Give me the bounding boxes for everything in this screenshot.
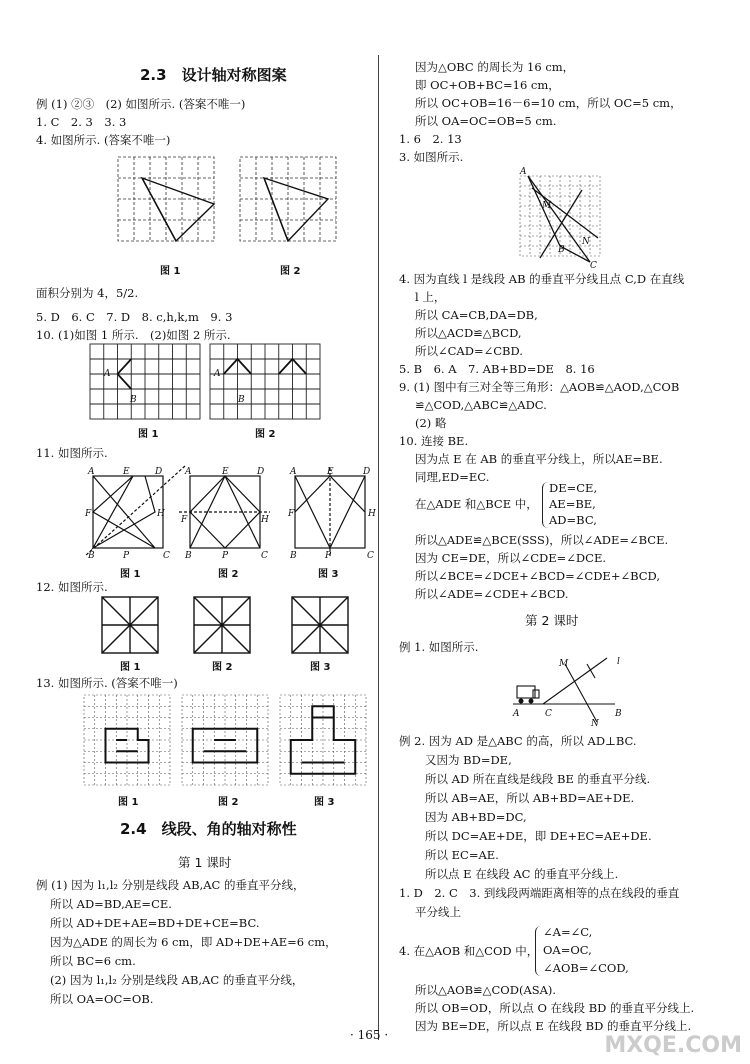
brace-line: OA=OC, bbox=[543, 943, 592, 957]
figure-caption: 图 3 bbox=[310, 662, 331, 673]
line: 在△ADE 和△BCE 中， bbox=[415, 497, 538, 511]
svg-text:D: D bbox=[363, 467, 371, 477]
svg-text:A: A bbox=[104, 369, 111, 379]
line: 11. 如图所示. bbox=[36, 446, 108, 460]
svg-text:F: F bbox=[181, 515, 188, 525]
line: l 上， bbox=[415, 290, 446, 304]
figure-caption: 图 3 bbox=[318, 569, 339, 580]
line: (2) 略 bbox=[415, 416, 447, 430]
figure-caption: 图 2 bbox=[218, 797, 239, 808]
example1-figure bbox=[505, 656, 635, 729]
svg-text:A: A bbox=[290, 467, 297, 477]
line: 同理,ED=EC. bbox=[415, 470, 490, 484]
svg-text:B: B bbox=[185, 551, 192, 561]
figure-caption: 图 2 bbox=[218, 569, 239, 580]
fig10-grids bbox=[90, 344, 380, 424]
line: 所以△ACD≌△BCD, bbox=[415, 326, 522, 340]
line: 10. 连接 BE. bbox=[399, 434, 469, 448]
line: 即 OC+OB+BC=16 cm， bbox=[415, 78, 560, 92]
line: 所以∠ADE=∠CDE+∠BCD. bbox=[415, 587, 569, 601]
line: (2) 因为 l₁,l₂ 分别是线段 AB,AC 的垂直平分线， bbox=[50, 973, 304, 987]
line: 所以点 E 在线段 AC 的垂直平分线上. bbox=[425, 867, 619, 881]
brace bbox=[542, 482, 548, 528]
line: 9. (1) 图中有三对全等三角形：△AOB≌△AOD,△COB bbox=[399, 380, 680, 394]
fig12-squares bbox=[102, 597, 362, 657]
svg-text:B: B bbox=[615, 709, 622, 719]
line: 4. 如图所示. (答案不唯一) bbox=[36, 133, 171, 147]
svg-text:A: A bbox=[185, 467, 192, 477]
line: 所以 AD 所在直线是线段 BE 的垂直平分线. bbox=[425, 772, 651, 786]
svg-text:l: l bbox=[617, 657, 620, 667]
figure-caption: 图 3 bbox=[314, 797, 335, 808]
svg-text:B: B bbox=[558, 245, 565, 255]
line: 所以∠BCE=∠DCE+∠BCD=∠CDE+∠BCD, bbox=[415, 569, 661, 583]
svg-text:P: P bbox=[325, 551, 332, 561]
line: 所以 OA=OC=OB=5 cm. bbox=[415, 114, 557, 128]
page-number: · 165 · bbox=[350, 1028, 389, 1042]
line: 因为△OBC 的周长为 16 cm， bbox=[415, 60, 575, 74]
svg-text:H: H bbox=[368, 509, 376, 519]
line: 1. D 2. C 3. 到线段两端距离相等的点在线段的垂直 bbox=[399, 886, 680, 900]
line: 因为△ADE 的周长为 6 cm，即 AD+DE+AE=6 cm， bbox=[50, 935, 337, 949]
svg-text:N: N bbox=[582, 237, 590, 247]
line: 1. 6 2. 13 bbox=[399, 132, 462, 146]
line: 1. C 2. 3 3. 3 bbox=[36, 115, 127, 129]
svg-text:C: C bbox=[367, 551, 374, 561]
line: 10. (1)如图 1 所示. (2)如图 2 所示. bbox=[36, 328, 231, 342]
svg-text:D: D bbox=[155, 467, 163, 477]
line: 因为 CE=DE，所以∠CDE=∠DCE. bbox=[415, 551, 606, 565]
section-2-4-title: 2.4 线段、角的轴对称性 bbox=[120, 820, 297, 838]
line: 所以 OB=OD，所以点 O 在线段 BD 的垂直平分线上. bbox=[415, 1001, 695, 1015]
line: 13. 如图所示. (答案不唯一) bbox=[36, 676, 178, 690]
line: 所以 OA=OC=OB. bbox=[50, 992, 154, 1006]
svg-text:E: E bbox=[123, 467, 130, 477]
line: 因为点 E 在 AB 的垂直平分线上，所以AE=BE. bbox=[415, 452, 663, 466]
svg-text:E: E bbox=[222, 467, 229, 477]
brace-line: AE=BE, bbox=[549, 497, 596, 511]
brace bbox=[535, 926, 541, 976]
fig13-grids bbox=[84, 695, 374, 790]
line: 所以∠CAD=∠CBD. bbox=[415, 344, 523, 358]
figure-caption: 图 1 bbox=[138, 429, 159, 440]
svg-text:B: B bbox=[238, 395, 245, 405]
line: 例 (1) ②③ (2) 如图所示. (答案不唯一) bbox=[36, 97, 246, 111]
svg-text:A: A bbox=[214, 369, 221, 379]
figure-caption: 图 2 bbox=[280, 266, 301, 277]
fig4-grids bbox=[118, 157, 358, 257]
svg-text:B: B bbox=[290, 551, 297, 561]
line: 平分线上 bbox=[415, 905, 461, 919]
line: 5. B 6. A 7. AB+BD=DE 8. 16 bbox=[399, 362, 595, 376]
line: 所以 EC=AE. bbox=[425, 848, 499, 862]
svg-text:C: C bbox=[545, 709, 552, 719]
svg-text:H: H bbox=[157, 509, 165, 519]
svg-text:E: E bbox=[327, 467, 334, 477]
section-2-3-title: 2.3 设计轴对称图案 bbox=[140, 66, 287, 84]
svg-text:H: H bbox=[261, 515, 269, 525]
svg-text:C: C bbox=[261, 551, 268, 561]
figure-caption: 图 1 bbox=[118, 797, 139, 808]
line: 例 1. 如图所示. bbox=[399, 640, 479, 654]
line: 例 2. 因为 AD 是△ABC 的高，所以 AD⊥BC. bbox=[399, 734, 637, 748]
svg-text:A: A bbox=[520, 167, 527, 177]
line: ≌△COD,△ABC≌△ADC. bbox=[415, 398, 547, 412]
figure-caption: 图 1 bbox=[120, 569, 141, 580]
svg-text:A: A bbox=[513, 709, 520, 719]
lesson-title: 第 2 课时 bbox=[525, 613, 579, 628]
svg-text:B: B bbox=[130, 395, 137, 405]
line: 又因为 BD=DE, bbox=[425, 753, 512, 767]
svg-text:C: C bbox=[590, 261, 597, 271]
svg-text:P: P bbox=[123, 551, 130, 561]
svg-text:B: B bbox=[88, 551, 95, 561]
svg-text:N: N bbox=[591, 719, 599, 729]
figure-caption: 图 1 bbox=[120, 662, 141, 673]
svg-text:M: M bbox=[559, 659, 569, 669]
svg-text:D: D bbox=[257, 467, 265, 477]
line: 所以 AD=BD,AE=CE. bbox=[50, 897, 172, 911]
line: 12. 如图所示. bbox=[36, 580, 108, 594]
line: 所以 CA=CB,DA=DB, bbox=[415, 308, 538, 322]
line: 4. 因为直线 l 是线段 AB 的垂直平分线且点 C,D 在直线 bbox=[399, 272, 685, 286]
brace-line: ∠A=∠C, bbox=[543, 925, 593, 939]
line: 所以 DC=AE+DE，即 DE+EC=AE+DE. bbox=[425, 829, 652, 843]
fig11-squares bbox=[85, 464, 380, 564]
line: 所以△ADE≌△BCE(SSS)，所以∠ADE=∠BCE. bbox=[415, 533, 669, 547]
line: 因为 AB+BD=DC, bbox=[425, 810, 527, 824]
svg-text:P: P bbox=[222, 551, 229, 561]
svg-text:F: F bbox=[85, 509, 92, 519]
line: 5. D 6. C 7. D 8. c,h,k,m 9. 3 bbox=[36, 310, 233, 324]
watermark: MXQE.COM bbox=[604, 1033, 742, 1058]
svg-text:C: C bbox=[163, 551, 170, 561]
line: 所以 AD+DE+AE=BD+DE+CE=BC. bbox=[50, 916, 260, 930]
line: 面积分别为 4，5/2. bbox=[36, 286, 139, 300]
line: 4. 在△AOB 和△COD 中， bbox=[399, 944, 539, 958]
line: 所以 OC+OB=16－6=10 cm，所以 OC=5 cm， bbox=[415, 96, 682, 110]
svg-text:A: A bbox=[88, 467, 95, 477]
line: 所以△AOB≌△COD(ASA). bbox=[415, 983, 557, 997]
lesson-title: 第 1 课时 bbox=[178, 855, 232, 870]
fig3-grid bbox=[520, 167, 610, 271]
figure-caption: 图 1 bbox=[160, 266, 181, 277]
line: 所以 AB=AE，所以 AB+BD=AE+DE. bbox=[425, 791, 635, 805]
brace-line: DE=CE, bbox=[549, 481, 598, 495]
brace-line: ∠AOB=∠COD, bbox=[543, 961, 629, 975]
brace-line: AD=BC, bbox=[549, 513, 597, 527]
figure-caption: 图 2 bbox=[212, 662, 233, 673]
line: 所以 BC=6 cm. bbox=[50, 954, 136, 968]
svg-text:M: M bbox=[542, 201, 552, 211]
line: 3. 如图所示. bbox=[399, 150, 464, 164]
figure-caption: 图 2 bbox=[255, 429, 276, 440]
line: 例 (1) 因为 l₁,l₂ 分别是线段 AB,AC 的垂直平分线， bbox=[36, 878, 305, 892]
svg-text:F: F bbox=[288, 509, 295, 519]
line: 因为 BE=DE，所以点 E 在线段 BD 的垂直平分线上. bbox=[415, 1019, 692, 1033]
